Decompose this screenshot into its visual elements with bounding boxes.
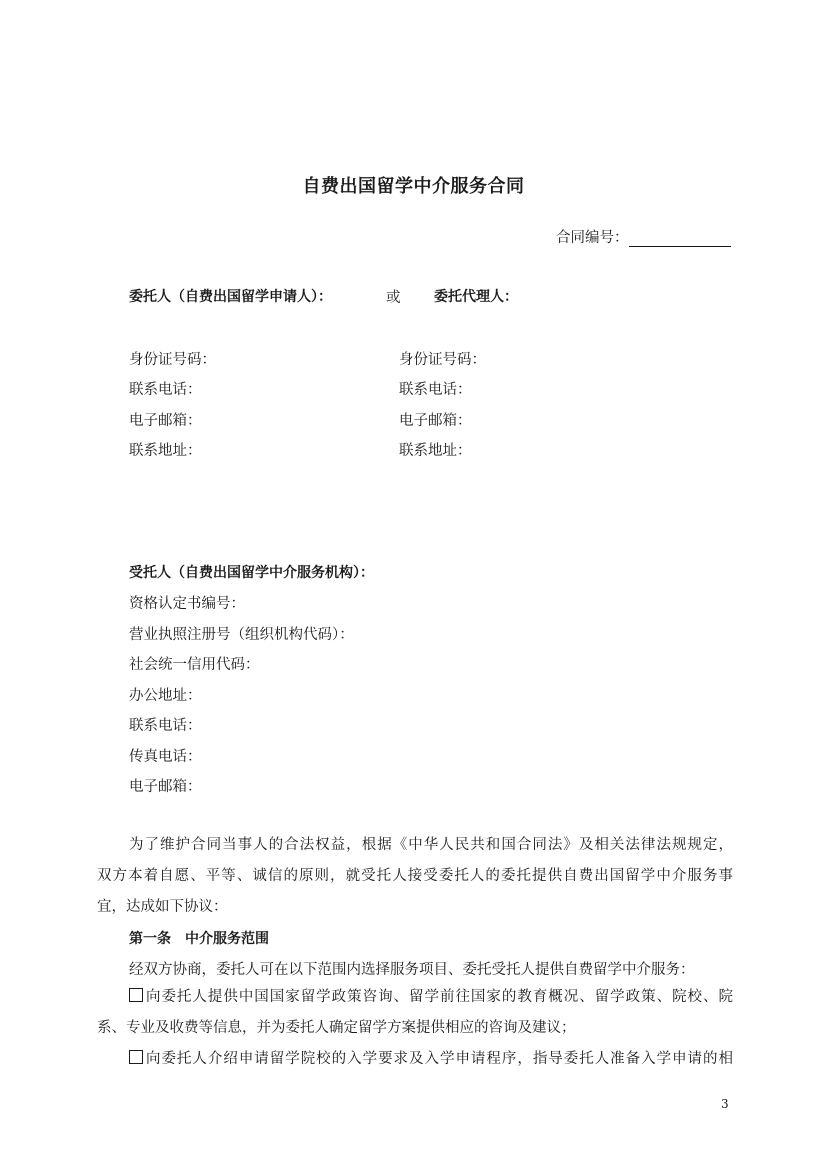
agency-heading: 受托人（自费出国留学中介服务机构）： <box>129 565 374 581</box>
contract-number <box>556 226 731 247</box>
contract-number-blank[interactable] <box>629 231 731 247</box>
or-text: 或 <box>386 290 401 306</box>
client-id-number: 身份证号码： <box>129 352 216 368</box>
page-number: 3 <box>721 1097 729 1111</box>
checkbox[interactable] <box>129 988 143 1002</box>
agency-fax: 传真电话： <box>129 749 202 765</box>
article-1-heading: 第一条 中介服务范围 <box>129 931 269 947</box>
client-phone: 联系电话： <box>129 382 202 398</box>
article-1-item-2-line: 向委托人介绍申请留学院校的入学要求及入学申请程序，指导委托人准备入学申请的相 <box>97 1044 733 1075</box>
preamble-line: 宜，达成如下协议： <box>97 899 228 915</box>
client-email: 电子邮箱： <box>129 413 202 429</box>
article-1-item-1-line: 系、专业及收费等信息，并为委托人确定留学方案提供相应的咨询及建议； <box>97 1020 576 1036</box>
agent-heading: 委托代理人： <box>434 289 518 305</box>
agency-business-license: 营业执照注册号（组织机构代码）： <box>129 627 354 643</box>
agent-email: 电子邮箱： <box>399 413 472 429</box>
agency-office-address: 办公地址： <box>129 688 202 704</box>
agency-phone: 联系电话： <box>129 718 202 734</box>
contract-number-label: 合同编号： <box>556 230 629 246</box>
agent-phone: 联系电话： <box>399 382 472 398</box>
agency-email: 电子邮箱： <box>129 779 202 795</box>
article-1-item-2 <box>97 1044 733 1075</box>
agent-address: 联系地址： <box>399 443 472 459</box>
client-heading: 委托人（自费出国留学申请人）： <box>129 289 332 305</box>
agency-qualification-no: 资格认定书编号： <box>129 596 245 612</box>
checkbox[interactable] <box>129 1050 143 1064</box>
client-address: 联系地址： <box>129 443 202 459</box>
article-1-item-1 <box>97 982 733 1044</box>
document-title: 自费出国留学中介服务合同 <box>302 176 525 197</box>
article-1-intro: 经双方协商，委托人可在以下范围内选择服务项目、委托受托人提供自费留学中介服务： <box>129 962 695 978</box>
preamble-line: 为了维护合同当事人的合法权益，根据《中华人民共和国合同法》及相关法律法规规定， <box>129 837 733 853</box>
agency-credit-code: 社会统一信用代码： <box>129 657 260 673</box>
article-1-item-1-line: 向委托人提供中国国家留学政策咨询、留学前往国家的教育概况、留学政策、院校、院 <box>97 982 733 1013</box>
agent-id-number: 身份证号码： <box>399 352 486 368</box>
preamble-paragraph <box>97 830 733 923</box>
preamble-line: 双方本着自愿、平等、诚信的原则，就受托人接受委托人的委托提供自费出国留学中介服务事 <box>97 868 733 884</box>
